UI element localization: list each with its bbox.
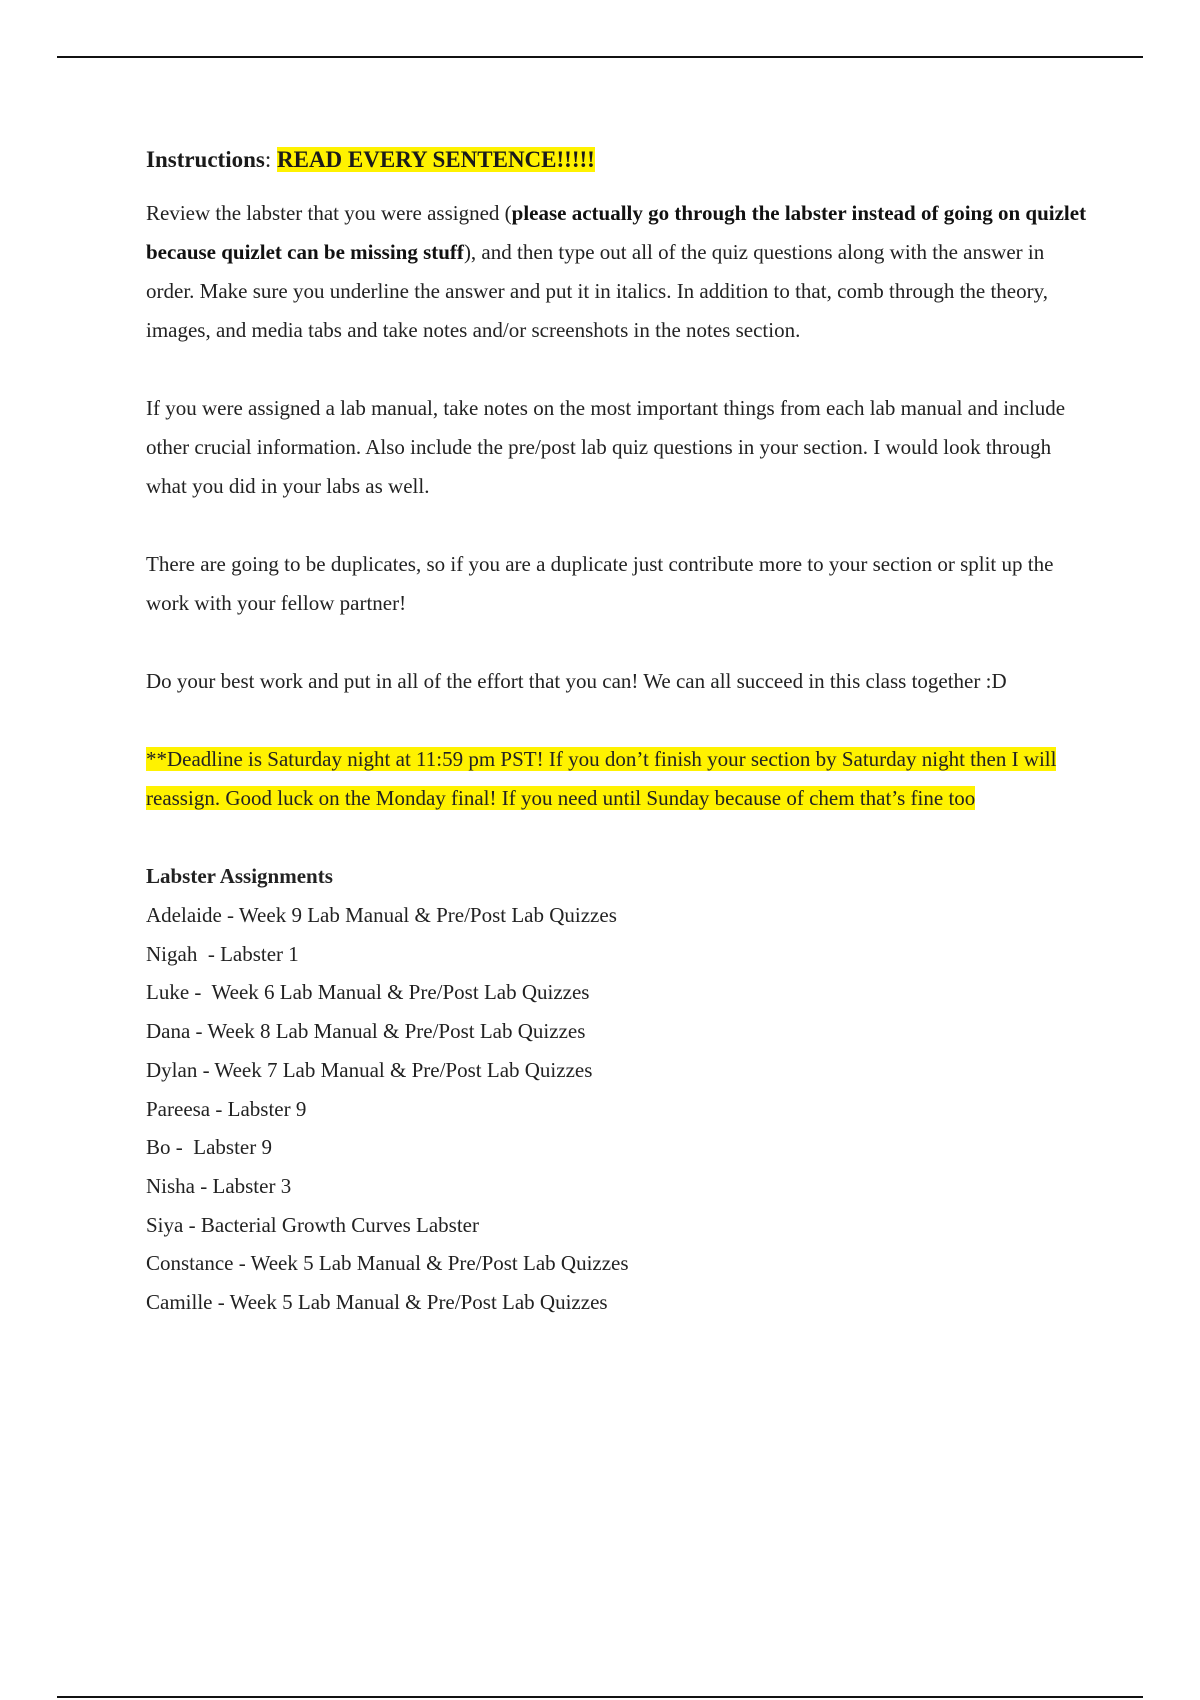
assignment-item: Nigah - Labster 1 [146, 941, 299, 966]
deadline-highlight: **Deadline is Saturday night at 11:59 pm PST! If you don’t finish your section by Saturday night then I will reassign. Good luck on the Monday final! If you need until Sunday because of chem that’s fine too [146, 747, 1057, 810]
bottom-rule [57, 1696, 1143, 1698]
instructions-separator: : [264, 147, 277, 172]
deadline-note [146, 740, 1096, 818]
instructions-highlight: READ EVERY SENTENCE!!!!! [277, 147, 595, 172]
assignment-item: Siya - Bacterial Growth Curves Labster [146, 1212, 479, 1237]
paragraph-gap [146, 623, 1096, 662]
assignment-item: Adelaide - Week 9 Lab Manual & Pre/Post Lab Quizzes [146, 903, 617, 927]
assignments-list [146, 896, 1096, 1322]
document-body [146, 142, 1096, 1322]
assignment-item: Dylan - Week 7 Lab Manual & Pre/Post Lab Quizzes [146, 1057, 593, 1082]
assignment-item: Nisha - Labster 3 [146, 1173, 292, 1198]
instructions-heading [146, 142, 1096, 178]
assignment-item: Bo - Labster 9 [146, 1135, 272, 1160]
assignment-item: Constance - Week 5 Lab Manual & Pre/Post Lab Quizzes [146, 1251, 629, 1276]
assignment-item: Dana - Week 8 Lab Manual & Pre/Post Lab Quizzes [146, 1019, 586, 1044]
assignment-item: Luke - Week 6 Lab Manual & Pre/Post Lab Quizzes [146, 980, 590, 1005]
paragraph-lab-manual: If you were assigned a lab manual, take notes on the most important things from each lab manual and include other crucial information. Also include the pre/post lab quiz questions in your section. I would look through what you did in your labs as well. [146, 396, 1066, 498]
instructions-label: Instructions [146, 147, 265, 172]
assignment-item: Camille - Week 5 Lab Manual & Pre/Post Lab Quizzes [146, 1290, 608, 1315]
paragraph-1-end: ), and then type out all of the quiz questions along with the answer in order. Make sure you underline the answer and put it in italics. In addition to that, comb through the theory, images, and media tabs and take notes and/or screenshots in the notes section. [146, 240, 1049, 342]
paragraph-1-start: Review the labster that you were assigned ( [146, 201, 512, 225]
paragraph-gap [146, 350, 1096, 389]
assignment-item: Pareesa - Labster 9 [146, 1096, 307, 1121]
assignments-title: Labster Assignments [146, 864, 333, 888]
paragraph-1-bold: please actually go through the labster instead of going on quizlet because quizlet can be missing stuff [146, 201, 1087, 264]
paragraph-gap [146, 506, 1096, 545]
paragraph-best-work: Do your best work and put in all of the effort that you can! We can all succeed in this class together :D [146, 669, 1007, 693]
paragraph-gap [146, 701, 1096, 740]
paragraph-gap [146, 818, 1096, 857]
paragraph-duplicates: There are going to be duplicates, so if you are a duplicate just contribute more to your section or split up the work with your fellow partner! [146, 552, 1054, 615]
paragraph-review-labster [146, 194, 1096, 350]
top-rule [57, 56, 1143, 58]
